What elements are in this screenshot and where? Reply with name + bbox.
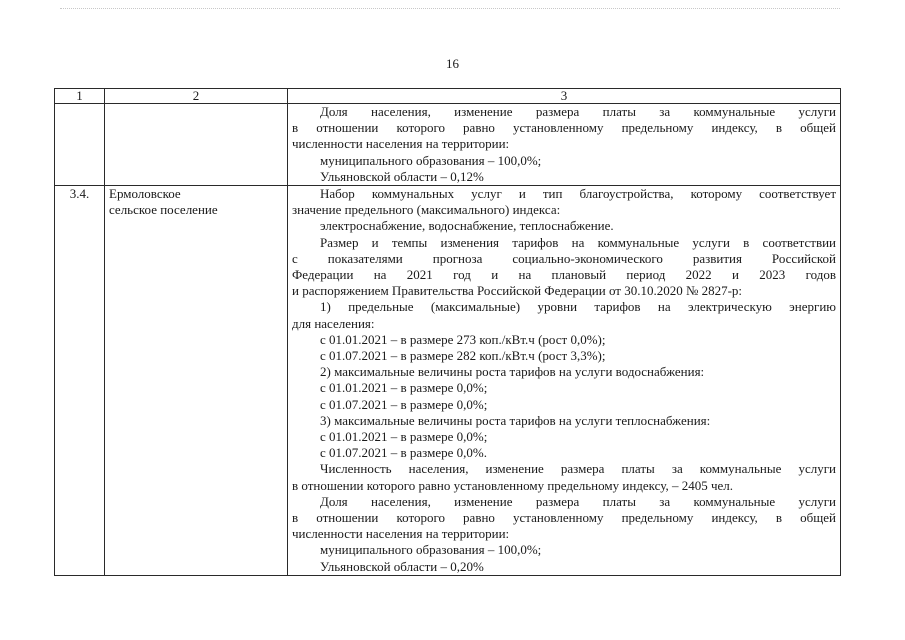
scan-artifact-dots <box>60 8 840 11</box>
text-line: значение предельного (максимального) индекса: <box>292 202 561 218</box>
text-line: для населения: <box>292 315 375 331</box>
row-3-4-content <box>288 186 841 576</box>
text-line: в отношении которого равно установленному предельному индексу, в общей <box>292 120 836 136</box>
header-col-2: 2 <box>105 89 288 104</box>
text-line: Ульяновской области – 0,20% <box>320 558 484 574</box>
text-line: с 01.07.2021 – в размере 282 коп./кВт.ч (рост 3,3%); <box>320 348 606 364</box>
settlement-name-line-2: сельское поселение <box>109 202 218 218</box>
text-line: с 01.07.2021 – в размере 0,0%. <box>320 445 487 461</box>
text-line: в отношении которого равно установленному предельному индексу, – 2405 чел. <box>292 477 734 493</box>
text-line: с показателями прогноза социально-экономического развития Российской <box>292 250 836 266</box>
text-line: с 01.01.2021 – в размере 273 коп./кВт.ч (рост 0,0%); <box>320 331 606 347</box>
text-line: Федерации на 2021 год и на плановый период 2022 и 2023 годов <box>292 267 836 283</box>
text-line: Ульяновской области – 0,12% <box>320 168 484 184</box>
text-line: 1) предельные (максимальные) уровни тарифов на электрическую энергию <box>320 299 836 315</box>
table-row-3-4 <box>55 186 841 576</box>
row-continuation-number <box>55 104 105 186</box>
header-col-1: 1 <box>55 89 105 104</box>
text-line: электроснабжение, водоснабжение, теплоснабжение. <box>320 218 614 234</box>
row-3-4-settlement-name <box>105 186 288 576</box>
text-line: численности населения на территории: <box>292 136 510 152</box>
text-line: 3) максимальные величины роста тарифов на услуги теплоснабжения: <box>320 412 711 428</box>
row-3-4-number: 3.4. <box>55 186 105 576</box>
text-line: в отношении которого равно установленному предельному индексу, в общей <box>292 510 836 526</box>
text-line: Численность населения, изменение размера платы за коммунальные услуги <box>320 461 836 477</box>
text-line: Доля населения, изменение размера платы за коммунальные услуги <box>320 493 836 509</box>
text-line: муниципального образования – 100,0%; <box>320 152 542 168</box>
text-line: численности населения на территории: <box>292 526 510 542</box>
text-line: Набор коммунальных услуг и тип благоустройства, которому соответствует <box>320 186 836 202</box>
text-line: и распоряжением Правительства Российской Федерации от 30.10.2020 № 2827-р: <box>292 283 743 299</box>
text-line: 2) максимальные величины роста тарифов на услуги водоснабжения: <box>320 364 705 380</box>
text-line: с 01.07.2021 – в размере 0,0%; <box>320 396 488 412</box>
text-line: с 01.01.2021 – в размере 0,0%; <box>320 429 488 445</box>
row-continuation-name <box>105 104 288 186</box>
text-line: с 01.01.2021 – в размере 0,0%; <box>320 380 488 396</box>
text-line: муниципального образования – 100,0%; <box>320 542 542 558</box>
text-line: Размер и темпы изменения тарифов на коммунальные услуги в соответствии <box>320 234 836 250</box>
settlement-name-line-1: Ермоловское <box>109 186 181 202</box>
page-number: 16 <box>446 56 459 71</box>
row-continuation-content <box>288 104 841 186</box>
text-line: Доля населения, изменение размера платы за коммунальные услуги <box>320 104 836 119</box>
header-col-3: 3 <box>288 89 841 104</box>
table-header-row <box>55 89 841 104</box>
table-row-continuation <box>55 104 841 186</box>
tariff-table <box>54 88 841 576</box>
